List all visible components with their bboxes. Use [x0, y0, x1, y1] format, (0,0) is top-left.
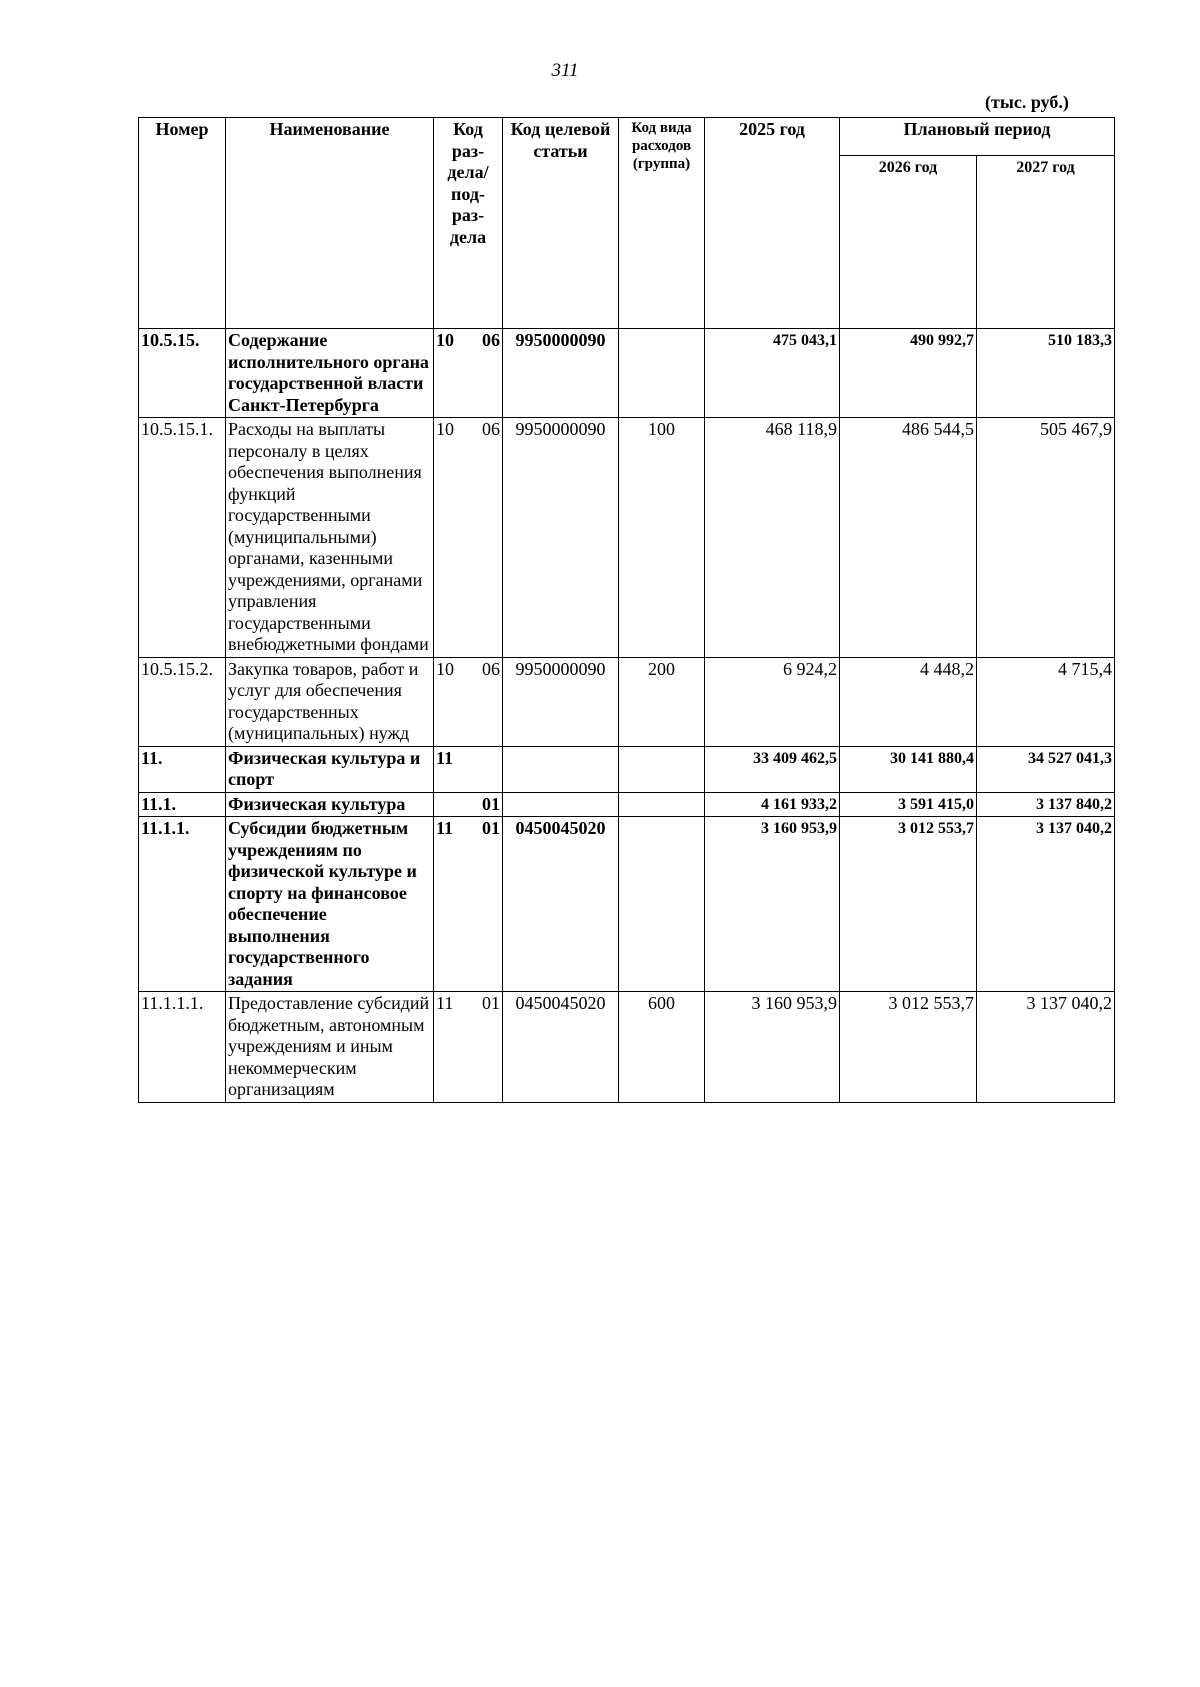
row-expense-type — [619, 792, 705, 817]
row-value-2027: 3 137 040,2 — [977, 992, 1115, 1103]
row-subsection: 01 — [482, 818, 500, 838]
row-section-code — [434, 657, 503, 746]
row-expense-type: 200 — [619, 657, 705, 746]
row-target-code: 0450045020 — [503, 817, 619, 992]
row-section: 11 — [436, 747, 454, 768]
row-name: Закупка товаров, работ и услуг для обеспечения государственных (муниципальных) нужд — [226, 657, 434, 746]
row-value-2025: 4 161 933,2 — [705, 792, 840, 817]
row-target-code — [503, 746, 619, 792]
row-section: 11 — [436, 993, 454, 1013]
row-value-2027: 505 467,9 — [977, 418, 1115, 658]
table-row — [139, 746, 1115, 792]
row-number: 11.1. — [139, 792, 226, 817]
row-section-code — [434, 418, 503, 658]
header-planned-period: Плановый период — [840, 118, 1115, 156]
row-value-2026: 3 012 553,7 — [840, 817, 977, 992]
header-year-2026: 2026 год — [840, 156, 977, 329]
row-target-code: 9950000090 — [503, 418, 619, 658]
table-row — [139, 418, 1115, 658]
row-value-2025: 475 043,1 — [705, 329, 840, 418]
row-value-2025: 3 160 953,9 — [705, 992, 840, 1103]
row-target-code: 9950000090 — [503, 657, 619, 746]
row-value-2025: 468 118,9 — [705, 418, 840, 658]
row-number: 10.5.15. — [139, 329, 226, 418]
row-expense-type: 100 — [619, 418, 705, 658]
row-value-2027: 34 527 041,3 — [977, 746, 1115, 792]
row-name: Физическая культура — [226, 792, 434, 817]
header-year-2027: 2027 год — [977, 156, 1115, 329]
row-number: 11. — [139, 746, 226, 792]
row-target-code — [503, 792, 619, 817]
row-value-2026: 490 992,7 — [840, 329, 977, 418]
row-expense-type — [619, 817, 705, 992]
row-value-2026: 30 141 880,4 — [840, 746, 977, 792]
row-expense-type — [619, 746, 705, 792]
row-name: Расходы на выплаты персоналу в целях обеспечения выполнения функций государственными (муниципальными) органами, казенными учреждениями, органами управления государственными внебюджетными фондами — [226, 418, 434, 658]
row-name: Физическая культура и спорт — [226, 746, 434, 792]
row-number: 11.1.1. — [139, 817, 226, 992]
row-value-2027: 510 183,3 — [977, 329, 1115, 418]
page-number: 311 — [551, 60, 579, 81]
header-expense-type-code: Код вида расходов (группа) — [619, 118, 705, 329]
row-section: 10 — [436, 419, 454, 439]
table-row — [139, 329, 1115, 418]
header-number: Номер — [139, 118, 226, 329]
row-target-code: 0450045020 — [503, 992, 619, 1103]
row-target-code: 9950000090 — [503, 329, 619, 418]
row-section-code — [434, 817, 503, 992]
row-expense-type: 600 — [619, 992, 705, 1103]
header-target-code: Код целевой статьи — [503, 118, 619, 329]
row-section-code — [434, 329, 503, 418]
budget-table — [138, 117, 1115, 1103]
row-subsection: 06 — [482, 419, 500, 439]
row-value-2026: 3 591 415,0 — [840, 792, 977, 817]
row-name: Предоставление субсидий бюджетным, автономным учреждениям и иным некоммерческим организациям — [226, 992, 434, 1103]
table-row — [139, 657, 1115, 746]
row-section-code — [434, 792, 503, 817]
header-name: Наименование — [226, 118, 434, 329]
row-value-2026: 486 544,5 — [840, 418, 977, 658]
table-body — [139, 329, 1115, 1103]
table-row — [139, 992, 1115, 1103]
row-number: 10.5.15.2. — [139, 657, 226, 746]
row-section-code — [434, 746, 503, 792]
units-label: (тыс. руб.) — [985, 92, 1069, 112]
row-value-2025: 33 409 462,5 — [705, 746, 840, 792]
row-value-2027: 3 137 840,2 — [977, 792, 1115, 817]
row-number: 11.1.1.1. — [139, 992, 226, 1103]
row-value-2026: 3 012 553,7 — [840, 992, 977, 1103]
row-value-2025: 3 160 953,9 — [705, 817, 840, 992]
row-subsection: 01 — [482, 793, 500, 814]
row-value-2025: 6 924,2 — [705, 657, 840, 746]
header-section-code: Код раз-дела/ под-раз-дела — [434, 118, 503, 329]
row-name: Субсидии бюджетным учреждениям по физической культуре и спорту на финансовое обеспечение выполнения государственного задания — [226, 817, 434, 992]
row-value-2027: 4 715,4 — [977, 657, 1115, 746]
row-value-2027: 3 137 040,2 — [977, 817, 1115, 992]
row-section: 10 — [436, 658, 454, 679]
row-section: 10 — [436, 330, 454, 350]
row-subsection: 01 — [482, 993, 500, 1013]
table-row — [139, 792, 1115, 817]
row-name: Содержание исполнительного органа государственной власти Санкт-Петербурга — [226, 329, 434, 418]
row-subsection: 06 — [482, 330, 500, 350]
header-year-2025: 2025 год — [705, 118, 840, 329]
table-row — [139, 817, 1115, 992]
row-subsection: 06 — [482, 658, 500, 679]
row-section: 11 — [436, 818, 454, 838]
row-expense-type — [619, 329, 705, 418]
row-number: 10.5.15.1. — [139, 418, 226, 658]
row-section-code — [434, 992, 503, 1103]
row-value-2026: 4 448,2 — [840, 657, 977, 746]
